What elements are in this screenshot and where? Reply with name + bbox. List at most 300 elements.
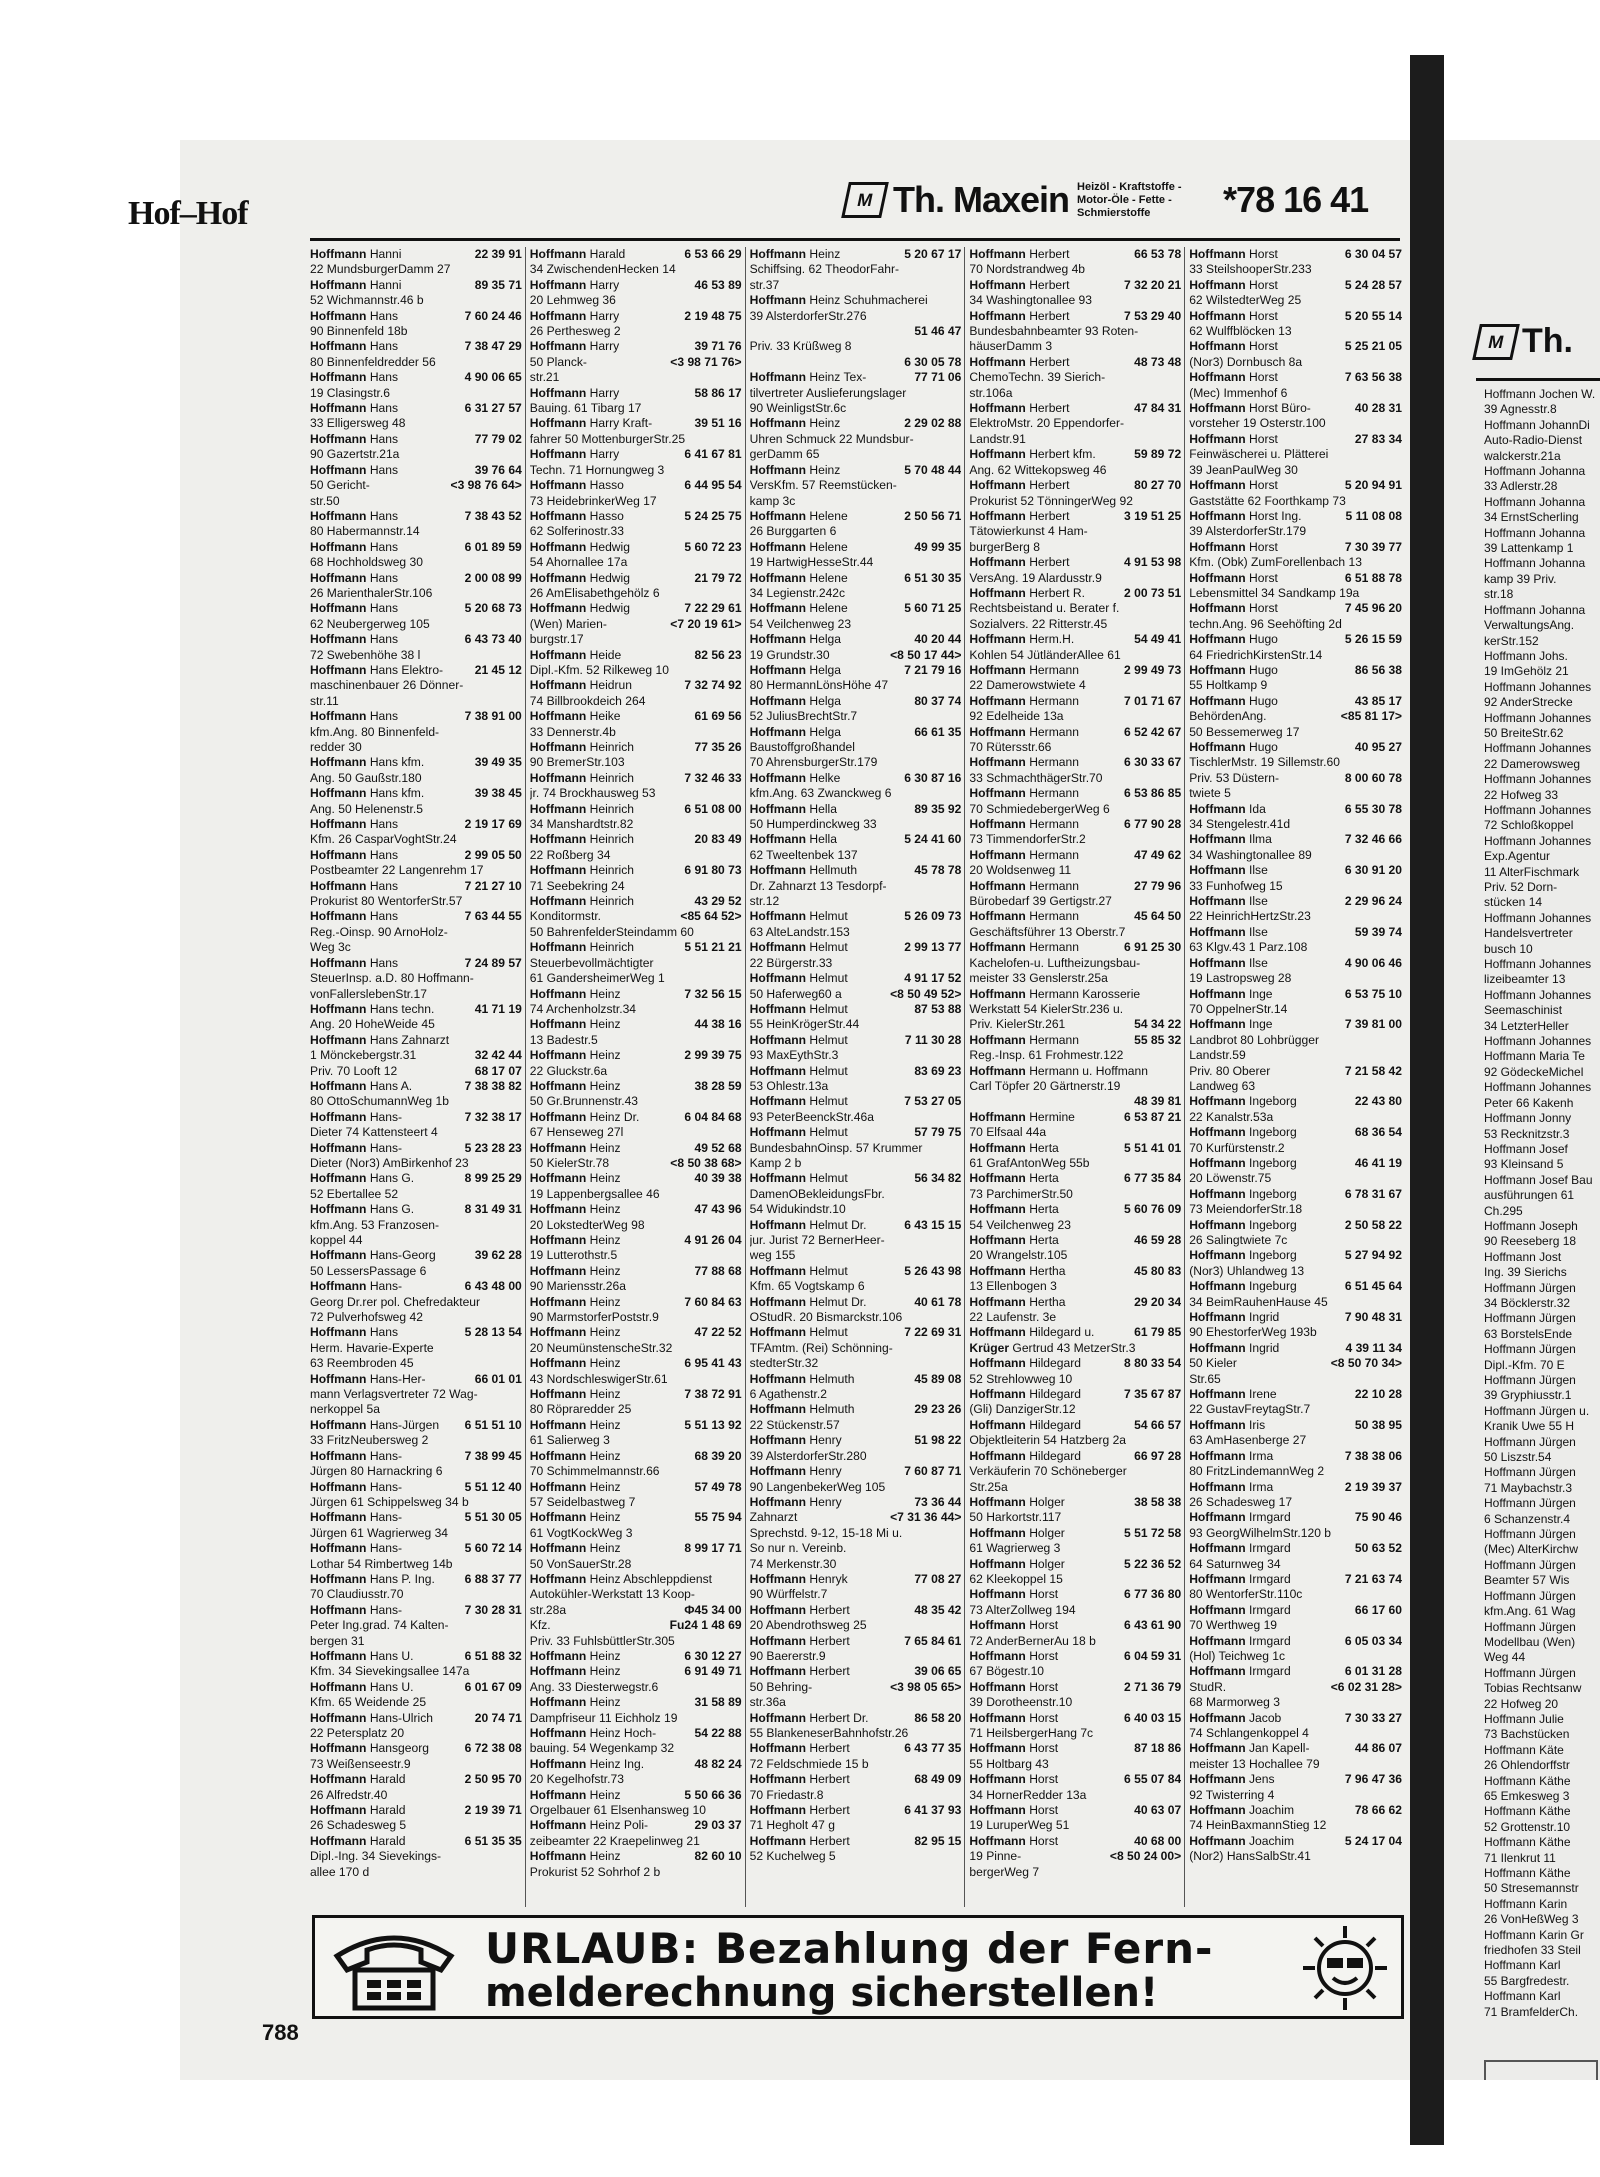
- listing-entry: [310, 262, 522, 277]
- phone-number: 7 32 74 92: [684, 678, 742, 693]
- listing-entry: [750, 1033, 962, 1048]
- listing-entry: [310, 1510, 522, 1525]
- listing-entry: [310, 1402, 522, 1417]
- entry-text: Horst: [1249, 601, 1278, 616]
- entry-text: 26 Alfredstr.40: [310, 1787, 388, 1802]
- entry-text: Helene: [809, 508, 848, 523]
- surname: Hoffmann: [749, 462, 807, 477]
- surname: Hoffmann: [310, 601, 367, 616]
- entry-text: gerDamm 65: [749, 447, 820, 462]
- entry-text: 50 Harkortstr.117: [969, 1510, 1062, 1525]
- phone-number: 5 51 41 01: [1124, 1140, 1182, 1155]
- entry-text: (Gli) DanzigerStr.12: [969, 1402, 1076, 1417]
- surname: Hoffmann: [969, 817, 1026, 832]
- entry-text: VersAng. 19 Alardusstr.9: [969, 570, 1102, 585]
- surname: Hoffmann: [969, 1109, 1026, 1124]
- entry-text: Horst: [1029, 1679, 1059, 1694]
- listing-entry: [750, 601, 962, 616]
- entry-text: Heinz: [589, 1017, 621, 1032]
- listing-entry: [969, 1834, 1181, 1849]
- entry-text: bergerWeg 7: [969, 1864, 1040, 1879]
- surname: Hoffmann: [529, 1263, 587, 1278]
- entry-text: Helmut: [809, 1171, 848, 1186]
- entry-text: Uhren Schmuck 22 Mundsbur-: [749, 431, 914, 446]
- entry-text: Objektleiterin 54 Hatzberg 2a: [969, 1433, 1127, 1448]
- entry-text: Herbert: [1029, 308, 1070, 323]
- listing-entry: [310, 416, 522, 431]
- entry-text: redder 30: [310, 740, 362, 754]
- entry-text: Heinz: [589, 1325, 621, 1340]
- phone-number: 8 00 60 78: [1344, 770, 1402, 785]
- entry-text: Ang. 33 Diesterwegstr.6: [529, 1679, 659, 1694]
- listing-entry: [969, 1356, 1181, 1371]
- listing-entry: [310, 339, 522, 354]
- phone-number: 7 60 24 46: [464, 308, 522, 323]
- listing-entry: [750, 1618, 962, 1633]
- surname: Hoffmann: [310, 1248, 367, 1263]
- phone-number: 50 38 95: [1354, 1417, 1402, 1432]
- surname: Hoffmann: [969, 478, 1026, 493]
- next-page-edge: [1444, 140, 1600, 2080]
- listing-entry: [1189, 555, 1402, 570]
- listing-entry: [530, 1187, 742, 1202]
- listing-entry: [530, 309, 742, 324]
- phone-number: 6 51 08 00: [684, 801, 742, 816]
- entry-text: Prokurist 52 TönningerWeg 92: [969, 493, 1133, 508]
- listing-entry: [530, 1033, 742, 1048]
- listing-entry: [1189, 817, 1402, 832]
- entry-text: Gertrud 43 MetzerStr.3: [1012, 1340, 1136, 1355]
- entry-text: zeibeamter 22 Kraepelinweg 21: [529, 1833, 700, 1848]
- listing-entry: [310, 1310, 522, 1325]
- surname: Hoffmann: [749, 247, 807, 261]
- listing-entry: [969, 663, 1181, 678]
- listing-entry: [1189, 1094, 1402, 1109]
- entry-text: Helene: [809, 601, 848, 616]
- surname: Hoffmann: [749, 632, 807, 647]
- entry-text: Heinz: [589, 1356, 621, 1371]
- listing-entry: [1189, 925, 1402, 940]
- listing-entry: [969, 1248, 1181, 1263]
- entry-text: Hanni: [369, 277, 402, 292]
- entry-text: koppel 44: [310, 1233, 363, 1247]
- listing-entry: [310, 1033, 522, 1048]
- next-page-line: 39 Agnesstr.8: [1484, 402, 1557, 417]
- entry-text: str.106a: [969, 385, 1013, 400]
- entry-text: Heinz: [589, 1787, 621, 1802]
- listing-entry: [310, 925, 522, 940]
- surname: Hoffmann: [310, 1710, 367, 1725]
- surname: Hoffmann: [969, 555, 1026, 570]
- entry-text: Heinz: [809, 247, 841, 261]
- listing-entry: [750, 509, 962, 524]
- listing-entry: [530, 1741, 742, 1756]
- entry-text: 70 Rütersstr.66: [969, 740, 1052, 754]
- listing-entry: [530, 278, 742, 293]
- listing-entry: [969, 1171, 1181, 1186]
- phone-number: 57 79 75: [914, 1125, 962, 1140]
- entry-text: Hermann: [1029, 878, 1079, 893]
- entry-text: Baustoffgroßhandel: [749, 740, 855, 754]
- entry-text: Horst: [1249, 277, 1278, 292]
- entry-text: 61 Salierweg 3: [529, 1433, 610, 1448]
- listing-entry: [530, 632, 742, 647]
- entry-text: Hans: [369, 709, 399, 724]
- phone-number: 6 01 31 28: [1344, 1664, 1402, 1679]
- entry-text: Henry: [809, 1494, 842, 1509]
- entry-text: Horst: [1249, 339, 1278, 354]
- entry-text: 22 Roßberg 34: [529, 847, 611, 862]
- phone-number: 6 53 86 85: [1124, 786, 1182, 801]
- entry-text: 54 Ahornallee 17a: [529, 555, 628, 570]
- listing-entry: [750, 386, 962, 401]
- entry-text: 74 Billbrookdeich 264: [529, 693, 646, 708]
- phone-number: 39 51 16: [694, 416, 742, 431]
- phone-number: 2 50 56 71: [904, 508, 962, 523]
- phone-number: 68 39 20: [694, 1448, 742, 1463]
- listing-entry: [969, 1402, 1181, 1417]
- entry-text: 20 NeumünstenscheStr.32: [529, 1340, 673, 1355]
- entry-text: Hansgeorg: [369, 1741, 429, 1756]
- phone-number: 40 68 00: [1134, 1833, 1182, 1848]
- entry-text: Jürgen 61 Schippelsweg 34 b: [310, 1494, 469, 1509]
- surname: Hoffmann: [1189, 1017, 1246, 1032]
- phone-number: 39 76 64: [474, 462, 522, 477]
- listing-entry: [969, 1788, 1181, 1803]
- phone-number: 6 91 49 71: [684, 1664, 742, 1679]
- entry-text: Heinz: [589, 1294, 621, 1309]
- entry-text: (Mec) Immenhof 6: [1189, 385, 1288, 400]
- entry-text: Hermann: [1029, 755, 1079, 770]
- listing-entry: [530, 1017, 742, 1032]
- listing-entry: [310, 1695, 522, 1710]
- listing-entry: [969, 925, 1181, 940]
- phone-number: 3 19 51 25: [1124, 508, 1182, 523]
- entry-text: str.50: [310, 493, 340, 508]
- entry-text: Herta: [1029, 1202, 1059, 1217]
- next-page-line: Beamter 57 Wis: [1484, 1573, 1570, 1588]
- phone-number: 48 39 81: [1134, 1094, 1182, 1109]
- next-page-ad-box: [1484, 2060, 1598, 2080]
- entry-text: 62 Tweeltenbek 137: [749, 847, 858, 862]
- entry-text: Jürgen 80 Harnackring 6: [310, 1464, 443, 1479]
- listing-entry: [969, 1064, 1181, 1079]
- phone-number: 21 79 72: [694, 570, 742, 585]
- surname: Hoffmann: [749, 293, 807, 308]
- surname: Hoffmann: [1189, 570, 1246, 585]
- entry-text: Hella: [809, 832, 837, 847]
- phone-number: 2 00 08 99: [464, 570, 522, 585]
- surname: Hoffmann: [529, 1109, 587, 1124]
- phone-number: 59 89 72: [1134, 447, 1182, 462]
- listing-entry: [969, 1664, 1181, 1679]
- entry-text: Helmut: [809, 940, 848, 955]
- entry-text: Jan Kapell-: [1249, 1741, 1310, 1756]
- listing-entry: [1189, 1849, 1402, 1864]
- listing-entry: [1189, 432, 1402, 447]
- next-page-line: 50 Stresemannstr: [1484, 1881, 1579, 1896]
- next-page-line: Hoffmann Karin: [1484, 1896, 1568, 1911]
- next-page-line: 73 Bachstücken: [1484, 1727, 1570, 1742]
- entry-text: Heinz: [589, 1171, 621, 1186]
- listing-entry: [1189, 463, 1402, 478]
- surname: Hoffmann: [529, 478, 587, 493]
- phone-number: 89 35 71: [474, 277, 522, 292]
- entry-text: 80 OttoSchumannWeg 1b: [310, 1094, 449, 1109]
- listing-entry: [750, 1480, 962, 1495]
- phone-number: 6 77 35 84: [1124, 1171, 1182, 1186]
- listing-entry: [750, 1772, 962, 1787]
- entry-text: Hermann Karosserie: [1029, 986, 1141, 1001]
- entry-text: 70 Werthweg 19: [1189, 1618, 1278, 1633]
- listing-entry: [530, 1233, 742, 1248]
- entry-text: 50 Haferweg60 a: [749, 986, 842, 1001]
- listing-entry: [750, 1818, 962, 1833]
- surname: Hoffmann: [969, 1140, 1026, 1155]
- entry-text: Sozialvers. 22 Ritterstr.45: [969, 616, 1108, 631]
- phone-number: 7 38 38 06: [1344, 1448, 1402, 1463]
- listing-entry: [1189, 1649, 1402, 1664]
- listing-entry: [1189, 401, 1402, 416]
- entry-text: allee 170 d: [310, 1864, 370, 1879]
- phone-number: 51 46 47: [914, 324, 962, 339]
- phone-number: 56 34 82: [914, 1171, 962, 1186]
- surname: Hoffmann: [749, 1433, 807, 1448]
- phone-number: 6 31 27 57: [464, 401, 522, 416]
- entry-text: Hans-Georg: [369, 1248, 436, 1263]
- listing-entry: [969, 278, 1181, 293]
- next-page-line: Hoffmann Jürgen: [1484, 1434, 1576, 1449]
- listing-entry: [750, 370, 962, 385]
- listing-entry: [530, 555, 742, 570]
- next-page-line: Hoffmann Jonny: [1484, 1111, 1572, 1126]
- entry-text: 73 ParchimerStr.50: [969, 1186, 1073, 1201]
- surname: Hoffmann: [1189, 1155, 1246, 1170]
- listing-entry: [750, 1372, 962, 1387]
- entry-text: Hans: [369, 308, 399, 323]
- entry-text: Ingrid: [1249, 1340, 1280, 1355]
- listing-entry: [530, 601, 742, 616]
- listing-entry: [969, 1033, 1181, 1048]
- listing-entry: [530, 1402, 742, 1417]
- entry-text: Horst: [1249, 570, 1278, 585]
- listing-entry: [530, 1418, 742, 1433]
- surname: Hoffmann: [1189, 1741, 1246, 1756]
- surname: Hoffmann: [1189, 401, 1246, 416]
- listing-entry: [750, 771, 962, 786]
- entry-text: tilvertreter Auslieferungslager: [749, 385, 907, 400]
- phone-number: 50 63 52: [1354, 1541, 1402, 1556]
- listing-entry: [750, 1402, 962, 1417]
- entry-text: Helga: [809, 724, 842, 739]
- surname: Hoffmann: [1189, 740, 1246, 754]
- listing-entry: [750, 648, 962, 663]
- entry-text: Hermine: [1029, 1109, 1075, 1124]
- listing-entry: [530, 324, 742, 339]
- listing-entry: [1189, 447, 1402, 462]
- entry-text: 92 Edelheide 13a: [969, 709, 1064, 724]
- surname: Hoffmann: [310, 401, 367, 416]
- listing-entry: [969, 632, 1181, 647]
- listing-entry: [310, 1711, 522, 1726]
- entry-text: 34 Legienstr.242c: [749, 585, 846, 600]
- listing-entry: [969, 1187, 1181, 1202]
- entry-text: Harald: [369, 1803, 406, 1818]
- phone-number: 7 32 38 17: [464, 1109, 522, 1124]
- phone-number: 7 35 67 87: [1124, 1387, 1182, 1402]
- entry-text: Helmuth: [809, 1371, 855, 1386]
- surname: Hoffmann: [310, 508, 367, 523]
- surname: Hoffmann: [749, 909, 807, 924]
- phone-number: 68 49 09: [914, 1772, 962, 1787]
- entry-text: Herbert: [809, 1633, 850, 1648]
- entry-text: Heinz: [589, 1664, 621, 1679]
- listing-entry: [310, 678, 522, 693]
- listing-entry: [1189, 1818, 1402, 1833]
- listing-entry: [750, 1741, 962, 1756]
- listing-entry: [530, 247, 742, 262]
- entry-text: 74 Schlangenkoppel 4: [1189, 1726, 1309, 1740]
- entry-text: Helga: [809, 662, 842, 677]
- phone-number: <7 31 36 44>: [890, 1510, 962, 1525]
- entry-text: Iris: [1249, 1417, 1266, 1432]
- listing-entry: [1189, 632, 1402, 647]
- entry-text: 93 GeorgWilhelmStr.120 b: [1189, 1525, 1332, 1540]
- entry-text: Lothar 54 Rimbertweg 14b: [310, 1556, 453, 1571]
- phone-number: 5 60 76 09: [1124, 1202, 1182, 1217]
- entry-text: Gaststätte 62 Foorthkamp 73: [1189, 493, 1346, 508]
- listing-entry: [969, 447, 1181, 462]
- phone-number: 2 29 96 24: [1344, 894, 1402, 909]
- listing-entry: [1189, 1218, 1402, 1233]
- next-page-line: Hoffmann Johannes: [1484, 1080, 1592, 1095]
- listing-entry: [310, 648, 522, 663]
- listing-entry: [969, 1603, 1181, 1618]
- surname: Hoffmann: [310, 755, 367, 770]
- listing-entry: [750, 925, 962, 940]
- entry-text: Hasso: [589, 478, 624, 493]
- entry-text: Helmut: [809, 1125, 848, 1140]
- entry-text: 71 Hegholt 47 g: [749, 1818, 835, 1833]
- listing-entry: [1189, 1341, 1402, 1356]
- entry-text: Herbert: [1029, 555, 1070, 570]
- listing-entry: [310, 386, 522, 401]
- listing-entry: [530, 755, 742, 770]
- phone-number: 5 51 30 05: [464, 1510, 522, 1525]
- phone-number: 6 95 41 43: [684, 1356, 742, 1371]
- next-page-line: 50 Liszstr.54: [1484, 1450, 1552, 1465]
- surname: Hoffmann: [749, 1217, 807, 1232]
- phone-number: 7 63 56 38: [1344, 370, 1402, 385]
- listing-entry: [530, 1248, 742, 1263]
- listing-entry: [969, 1495, 1181, 1510]
- entry-text: Herbert: [809, 1833, 850, 1848]
- listing-entry: [310, 1433, 522, 1448]
- next-page-line: Hoffmann Jürgen: [1484, 1342, 1576, 1357]
- entry-text: 34 Stengelestr.41d: [1189, 817, 1291, 832]
- surname: Hoffmann: [529, 1479, 587, 1494]
- listing-entry: [1189, 1279, 1402, 1294]
- entry-text: 90 MarmstorferPoststr.9: [529, 1310, 659, 1325]
- listing-entry: [530, 1849, 742, 1864]
- listing-column: [310, 247, 526, 1907]
- entry-text: str.11: [310, 693, 339, 708]
- surname: Hoffmann: [969, 1387, 1026, 1402]
- header-rule: [310, 238, 1400, 241]
- entry-text: Hans-: [369, 1541, 403, 1556]
- listing-entry: [310, 1387, 522, 1402]
- next-page-line: Hoffmann Julie: [1484, 1711, 1564, 1726]
- entry-text: Jürgen 61 Wagrierweg 34: [310, 1525, 449, 1540]
- entry-text: Helmut: [809, 1001, 848, 1016]
- entry-text: Ingeburg: [1249, 1279, 1297, 1294]
- entry-text: jur. Jurist 72 BernerHeer-: [749, 1233, 885, 1247]
- listing-entry: [310, 1341, 522, 1356]
- surname: Hoffmann: [749, 1741, 807, 1756]
- listing-entry: [969, 540, 1181, 555]
- surname: Hoffmann: [1189, 1186, 1246, 1201]
- entry-text: 80 WentorferStr.110c: [1189, 1587, 1303, 1602]
- listing-entry: [750, 1541, 962, 1556]
- listing-entry: [750, 1341, 962, 1356]
- listing-entry: [750, 262, 962, 277]
- entry-text: 90 Mariensstr.26a: [529, 1279, 626, 1294]
- surname: Hoffmann: [310, 247, 367, 261]
- phone-number: 87 53 88: [914, 1001, 962, 1016]
- listing-entry: [750, 1757, 962, 1772]
- entry-text: Orgelbauer 61 Elsenhansweg 10: [529, 1803, 706, 1818]
- entry-text: 70 Elfsaal 44a: [969, 1125, 1047, 1140]
- surname: Hoffmann: [749, 863, 807, 878]
- listing-entry: [1189, 940, 1402, 955]
- entry-text: 57 Seidelbastweg 7: [529, 1494, 636, 1509]
- entry-text: (Wen) Marien-: [529, 616, 607, 631]
- surname: Hoffmann: [749, 662, 807, 677]
- phone-number: 8 99 25 29: [464, 1171, 522, 1186]
- entry-text: 50 Planck-: [529, 354, 587, 369]
- listing-entry: [969, 1711, 1181, 1726]
- listing-entry: [1189, 1510, 1402, 1525]
- entry-text: 90 Würffelstr.7: [749, 1587, 828, 1602]
- ad-headline: URLAUB: Bezahlung der Fern-: [485, 1924, 1214, 1973]
- next-page-line: walckerstr.21a: [1484, 448, 1561, 463]
- listing-entry: [1189, 1464, 1402, 1479]
- listing-entry: [969, 386, 1181, 401]
- surname: Hoffmann: [749, 1263, 807, 1278]
- listing-entry: [969, 1218, 1181, 1233]
- surname: Hoffmann: [749, 1710, 807, 1725]
- listing-entry: [310, 1726, 522, 1741]
- listing-entry: [530, 386, 742, 401]
- entry-text: Heinz Ing.: [589, 1756, 645, 1771]
- entry-text: 26 Perthesweg 2: [529, 324, 621, 339]
- listing-entry: [969, 1649, 1181, 1664]
- entry-text: Herm. Havarie-Experte: [310, 1340, 434, 1355]
- listing-entry: [310, 1295, 522, 1310]
- phone-number: 77 79 02: [474, 431, 522, 446]
- next-page-line: ausführungen 61: [1484, 1188, 1575, 1203]
- entry-text: Horst: [1249, 478, 1278, 493]
- entry-text: Helmut Dr.: [809, 1217, 867, 1232]
- phone-number: 7 24 89 57: [464, 955, 522, 970]
- entry-text: Heinz: [589, 986, 621, 1001]
- listing-entry: [310, 971, 522, 986]
- next-page-line: Hoffmann Jürgen: [1484, 1527, 1576, 1542]
- listing-entry: [530, 1064, 742, 1079]
- entry-text: Heinrich: [589, 940, 634, 955]
- entry-text: Helmut: [809, 1263, 848, 1278]
- next-page-line: 22 Hofweg 20: [1484, 1696, 1559, 1711]
